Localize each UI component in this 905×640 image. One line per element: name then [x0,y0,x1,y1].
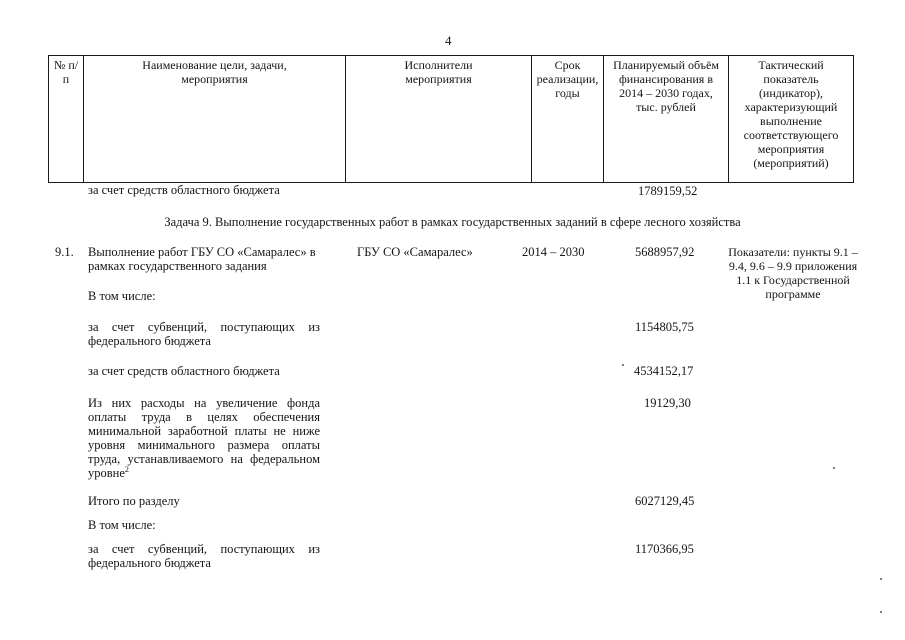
section-including-label: В том числе: [88,518,156,532]
scan-speck [833,467,835,469]
item-regional-amount: 4534152,17 [634,364,694,378]
section-total-label: Итого по разделу [88,494,180,508]
item-wage-block [88,396,320,480]
page-number: 4 [445,33,452,48]
item-federal-amount: 1154805,75 [635,320,694,334]
header-cell-name: Наименование цели, задачи, мероприятия [84,56,346,183]
scan-speck [880,578,882,580]
header-cell-number: № п/п [49,56,84,183]
section-federal-amount: 1170366,95 [635,542,694,556]
item-including-label: В том числе: [88,289,156,303]
scan-speck [622,364,624,366]
item-regional-label: за счет средств областного бюджета [88,364,280,378]
item-number: 9.1. [55,245,74,259]
section-total-amount: 6027129,45 [635,494,695,508]
item-wage-label: Из них расходы на увеличение фонда оплаты труда в целях обеспечения минимальной заработной платы не ниже уровня минимального размера оплаты труда, устанавливаемого на федеральном уровне [88,396,320,480]
item-wage-footnote: 2 [124,464,129,474]
item-amount: 5688957,92 [635,245,695,259]
header-cell-executors: Исполнители мероприятия [346,56,532,183]
header-cell-period: Срок реализации, годы [532,56,604,183]
regional-budget-amount: 1789159,52 [638,184,698,198]
item-executor: ГБУ СО «Самаралес» [357,245,473,259]
item-period: 2014 – 2030 [522,245,585,259]
header-cell-funding: Планируемый объём финансирования в 2014 – 2030 годах, тыс. рублей [604,56,729,183]
regional-budget-label: за счет средств областного бюджета [88,183,280,197]
item-wage-amount: 19129,30 [644,396,691,410]
task-title: Задача 9. Выполнение государственных работ в рамках государственных заданий в сфере лесного хозяйства [164,215,741,229]
section-federal-label: за счет субвенций, поступающих из федерального бюджета [88,542,320,570]
item-federal-label: за счет субвенций, поступающих из федерального бюджета [88,320,320,348]
item-indicator: Показатели: пункты 9.1 – 9.4, 9.6 – 9.9 приложения 1.1 к Государственной программе [728,245,858,301]
item-name: Выполнение работ ГБУ СО «Самаралес» в рамках государственного задания [88,245,316,273]
header-cell-indicator: Тактический показатель (индикатор), характеризующий выполнение соответствующего мероприятия (мероприятий) [729,56,854,183]
scan-speck [880,611,882,613]
table-header [48,55,854,183]
